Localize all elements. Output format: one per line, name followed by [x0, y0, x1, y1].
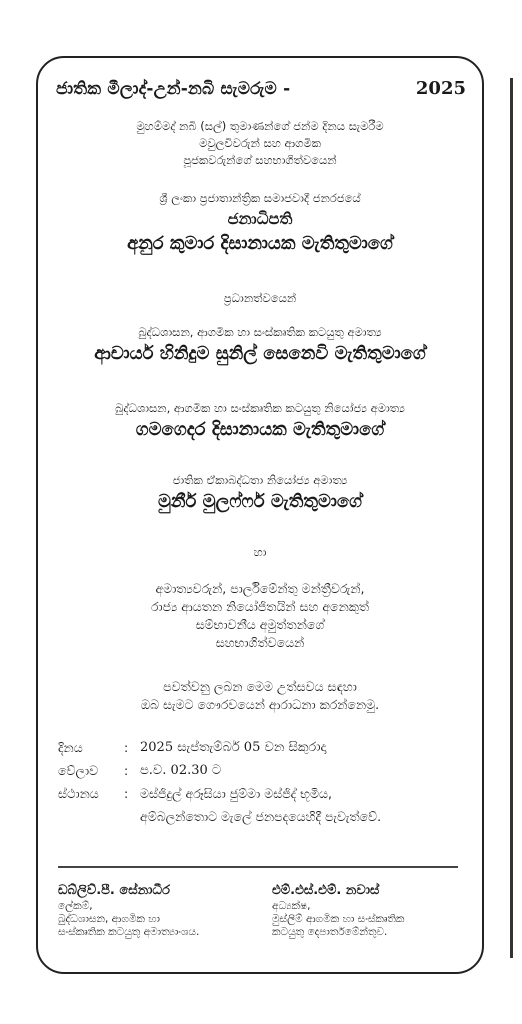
and-word: හා — [253, 545, 267, 559]
country-name: ශ්‍රී ලංකා ප්‍රජාතාන්ත්‍රික සමාජවාදී ජනරජයේ — [159, 191, 361, 205]
signatory-role: බුද්ධශාසන, ආගමික හා — [58, 913, 160, 925]
signature-left — [58, 882, 268, 939]
venue-label: ස්ථානය — [58, 785, 99, 801]
president-name: අනුර කුමාර දිසානායක මැතිතුමාගේ — [127, 233, 393, 254]
deputy-name: ගමගෙදර දිසානායක මැතිතුමාගේ — [135, 419, 385, 440]
signatory-role: අධ්‍යක්ෂ, — [272, 900, 311, 912]
invitation-header — [56, 78, 466, 99]
invitation-title: ජාතික මීලාද්-උන්-නබි සැමරුම - — [56, 79, 291, 99]
presidency-note: ප්‍රධානත්වයෙන් — [223, 291, 297, 305]
venue-value: මස්ජිදුල් අරූසියා ජුම්මා මස්ජිද් භූමිය, — [140, 785, 332, 801]
others-line: රාජ්‍ය ආයතන නියෝජිතයින් සහ අනෙකුත් — [150, 599, 370, 614]
others-block — [44, 580, 476, 652]
minister-block — [44, 324, 476, 367]
deputy-title: බුද්ධශාසන, ආගමික හා සංස්කෘතික කටයුතු නියෝජ්‍ය අමාත්‍ය — [115, 401, 405, 415]
signatory-role: මුස්ලිම් ආගමික හා සංස්කෘතික — [272, 913, 405, 925]
signatory-role: ලේකම්, — [58, 900, 93, 912]
date-value: 2025 සැප්තැම්බර් 05 වන සිකුරාදා — [140, 740, 327, 755]
venue-row — [58, 782, 478, 805]
date-colon: : — [124, 740, 129, 755]
invite-line: පවත්වනු ලබන මෙම උත්සවය සඳහා — [163, 679, 357, 694]
invitation-year: 2025 — [415, 78, 466, 99]
date-label: දිනය — [58, 739, 83, 755]
unity-title: ජාතික ඒකාබද්ධතා නියෝජ්‍ය අමාත්‍ය — [172, 473, 348, 487]
signature-divider — [58, 866, 458, 868]
venue-colon: : — [124, 786, 129, 801]
president-block — [44, 190, 476, 257]
invite-line: ඔබ සැමට ගෞරවයෙන් ආරාධනා කරන්නෙමු. — [140, 697, 380, 712]
column-rule — [510, 78, 513, 958]
invite-block — [44, 678, 476, 714]
others-line: අමාත්‍යවරුන්, පාර්ලිමේන්තු මන්ත්‍රීවරුන්, — [155, 581, 365, 596]
signatory-name: එම්.එස්.එම්. නවාස් — [272, 883, 380, 898]
intro-block — [44, 118, 476, 169]
signatory-name: ඩබ්ලිව්.පී. සේනාධීර — [58, 883, 170, 898]
unity-name: මුනීර් මුලෆ්ෆර් මැතිතුමාගේ — [157, 491, 363, 512]
venue-continuation: අම්බලන්තොට මැලේ ජනපදයෙහිදී පැවැත්වේ. — [140, 808, 382, 824]
signature-right — [272, 882, 482, 939]
event-details — [58, 736, 478, 828]
signatory-role: සංස්කෘතික කටයුතු අමාත්‍යාංශය. — [58, 926, 200, 938]
date-row — [58, 736, 478, 759]
others-line: සහභාගිත්වයෙන් — [215, 635, 305, 650]
time-label: වේලාව — [58, 762, 99, 778]
intro-line: පූජකවරුන්ගේ සහභාගිත්වයෙන් — [183, 153, 337, 167]
others-line: සම්භාවනීය අමුත්තන්ගේ — [195, 617, 325, 632]
deputy-block — [44, 400, 476, 443]
intro-line: මවුලවිවරුන් සහ ආගමික — [199, 136, 321, 150]
president-office: ජනාධිපති — [227, 209, 293, 228]
minister-title: බුද්ධශාසන, ආගමික හා සංස්කෘතික කටයුතු අමාත්‍ය — [138, 325, 382, 339]
signatory-role: කටයුතු දෙපාර්තමේන්තුව. — [272, 926, 388, 938]
time-value: ප.ව. 02.30 ට — [140, 763, 222, 778]
minister-name: ආචාර්ය හිනිදුම සුනිල් සෙනෙවි මැතිතුමාගේ — [94, 343, 426, 364]
unity-block — [44, 472, 476, 515]
time-colon: : — [124, 763, 129, 778]
time-row — [58, 759, 478, 782]
intro-line: මුහම්මද් නබි (සල්) තුමාණන්ගේ ජන්ම දිනය සැමරීම — [136, 119, 384, 133]
